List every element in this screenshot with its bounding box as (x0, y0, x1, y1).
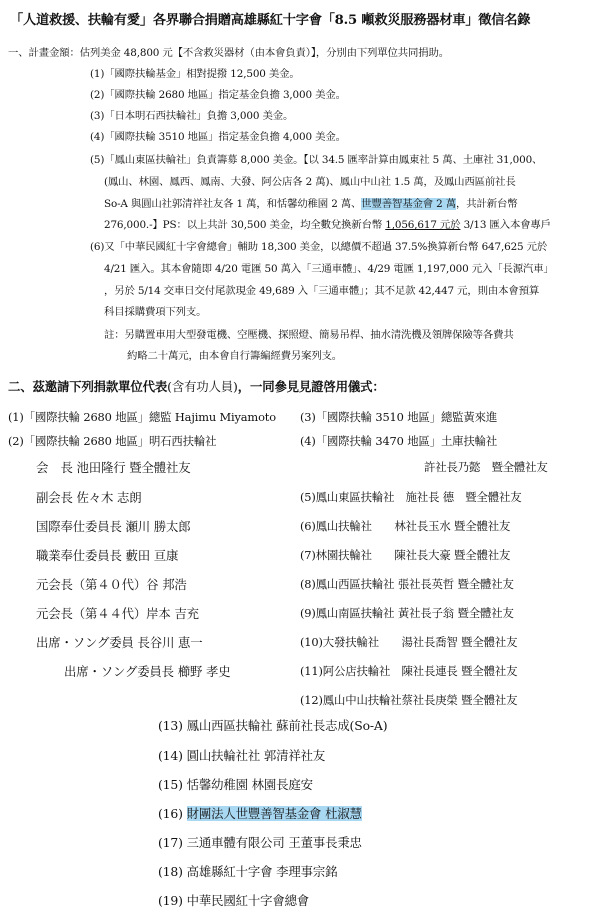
bottom-entry-number: (18) (158, 864, 183, 879)
bottom-entry-15 (158, 777, 313, 793)
left-entry-8: 元会長（第４４代）岸本 吉充 (36, 606, 199, 621)
item-6-line1: (6)又「中華民國紅十字會總會」輔助 18,300 美金，以總價不超過 37.5%換算新台幣 647,625 元於 (90, 241, 548, 253)
right-entry-3: (3)「國際扶輪 3510 地區」總監黃來進 (300, 410, 498, 424)
left-entry-1: (1)「國際扶輪 2680 地區」總監 Hajimu Miyamoto (8, 410, 276, 424)
section2-heading-note: (含有功人員) (167, 379, 238, 394)
right-entry-4-detail: 許社長乃懿 暨全體社友 (424, 460, 548, 474)
item-3: (3)「日本明石西扶輪社」負擔 3,000 美金。 (90, 110, 294, 122)
item-5-line4-text: 276,000.-】PS：以上共計 30,500 美金，均全數兌換新台幣 (104, 219, 386, 231)
bottom-entry-17 (158, 835, 362, 851)
item-4: (4)「國際扶輪 3510 地區」指定基金負擔 4,000 美金。 (90, 131, 346, 143)
bottom-entry-text: 三通車體有限公司 王董事長秉忠 (186, 835, 362, 850)
left-entry-4: 副会長 佐々木 志朗 (36, 490, 142, 505)
right-entry-12: (12)鳳山中山扶輪社蔡社長庚榮 暨全體社友 (300, 693, 518, 707)
item-5-line4 (104, 218, 551, 232)
bottom-entry-14 (158, 748, 325, 764)
bottom-entry-18 (158, 864, 337, 880)
item-6-line4: 科目採購費項下列支。 (104, 306, 207, 318)
right-entry-5: (5)鳳山東區扶輪社 施社長 德 暨全體社友 (300, 490, 522, 504)
item-5-line3 (104, 197, 517, 211)
bottom-entry-number: (13) (158, 718, 183, 733)
right-entry-7: (7)林園扶輪社 陳社長大豪 暨全體社友 (300, 548, 511, 562)
bottom-entry-number: (14) (158, 748, 183, 763)
bottom-entry-19 (158, 893, 309, 909)
highlight-foundation: 世豐善智基金會 2 萬 (361, 198, 456, 210)
section2-heading (8, 380, 385, 394)
bottom-entry-text-highlighted: 財團法人世豐善智基金會 杜淑慧 (186, 806, 362, 821)
bottom-entry-text: 高雄縣紅十字會 李理事宗銘 (186, 864, 338, 879)
item-5-line2: (鳳山、林園、鳳西、鳳南、大發、阿公店各 2 萬)、鳳山中山社 1.5 萬，及鳳山西區前社長 (104, 176, 516, 188)
right-entry-6: (6)鳳山扶輪社 林社長玉水 暨全體社友 (300, 519, 511, 533)
right-entry-10: (10)大發扶輪社 湯社長喬智 暨全體社友 (300, 635, 518, 649)
document-title: 「人道救援、扶輪有愛」各界聯合捐贈高雄縣紅十字會「8.5 噸救災服務器材車」徵信名錄 (10, 13, 531, 28)
left-entry-2: (2)「國際扶輪 2680 地區」明石西扶輪社 (8, 434, 217, 448)
item-6-line2: 4/21 匯入。其本會隨即 4/20 電匯 50 萬入「三通車體」、4/29 電匯 1,197,000 元入「長源汽車」 (104, 263, 554, 275)
left-entry-10: 出席・ソング委員長 櫛野 孝史 (64, 664, 231, 679)
note-line1: 註：另購置車用大型發電機、空壓機、探照燈、簡易吊桿、抽水清洗機及領牌保險等各費共 (104, 329, 514, 341)
left-entry-9: 出席・ソング委員 長谷川 恵一 (36, 635, 203, 650)
right-entry-4: (4)「國際扶輪 3470 地區」土庫扶輪社 (300, 434, 498, 448)
section2-heading-tail: ，一同參見見證啓用儀式： (237, 379, 385, 394)
left-entry-3: 会 長 池田隆行 暨全體社友 (36, 460, 191, 475)
bottom-entry-number: (17) (158, 835, 183, 850)
bottom-entry-text: 中華民國紅十字會總會 (186, 893, 310, 908)
right-entry-8: (8)鳳山西區扶輪社 張社長英哲 暨全體社友 (300, 577, 514, 591)
right-entry-9: (9)鳳山南區扶輪社 黃社長子翁 暨全體社友 (300, 606, 514, 620)
bottom-entry-13 (158, 718, 387, 734)
item-1: (1)「國際扶輪基金」相對提撥 12,500 美金。 (90, 68, 300, 80)
note-line2: 約略二十萬元，由本會自行籌編經費另案列支。 (127, 350, 343, 362)
right-entry-11: (11)阿公店扶輪社 陳社長連長 暨全體社友 (300, 664, 518, 678)
bottom-entry-number: (19) (158, 893, 183, 908)
item-6-line3: ，另於 5/14 交車日交付尾款現金 49,689 入「三通車體」；其不足款 42,447 元，則由本會預算 (104, 285, 540, 297)
left-entry-6: 職業奉仕委員長 藪田 亘康 (36, 548, 179, 563)
bottom-entry-text: 圓山扶輪社社 郭清祥社友 (186, 748, 326, 763)
item-5-line1: (5)「鳳山東區扶輪社」負責籌募 8,000 美金。【以 34.5 匯率計算由鳳東社 5 萬、土庫社 31,000、 (90, 154, 543, 166)
section2-heading-text: 二、茲邀請下列捐款單位代表 (8, 379, 168, 394)
item-5-line3-tail: ，共計新台幣 (456, 198, 518, 210)
bottom-entry-16 (158, 806, 362, 822)
underlined-amount: 1,056,617 元於 (385, 219, 461, 231)
bottom-entry-number: (15) (158, 777, 183, 792)
bottom-entry-number: (16) (158, 806, 183, 821)
bottom-entry-text: 恬馨幼稚園 林園長庭安 (186, 777, 313, 792)
item-5-line3-text: So-A 與圓山社郭清祥社友各 1 萬，和恬馨幼稚園 2 萬、 (104, 198, 362, 210)
bottom-entry-text: 鳳山西區扶輪社 蘇前社長志成(So-A) (186, 718, 388, 733)
item-5-line4-tail: 3/13 匯入本會專戶 (460, 219, 551, 231)
item-2: (2)「國際扶輪 2680 地區」指定基金負擔 3,000 美金。 (90, 89, 346, 101)
left-entry-7: 元会長（第４０代）谷 邦浩 (36, 577, 187, 592)
section1-intro: 一、計畫金額：估列美金 48,800 元【不含救災器材（由本會負責）】，分別由下列單位共同捐助。 (8, 47, 449, 59)
left-entry-5: 国際奉仕委員長 瀬川 勝太郎 (36, 519, 191, 534)
